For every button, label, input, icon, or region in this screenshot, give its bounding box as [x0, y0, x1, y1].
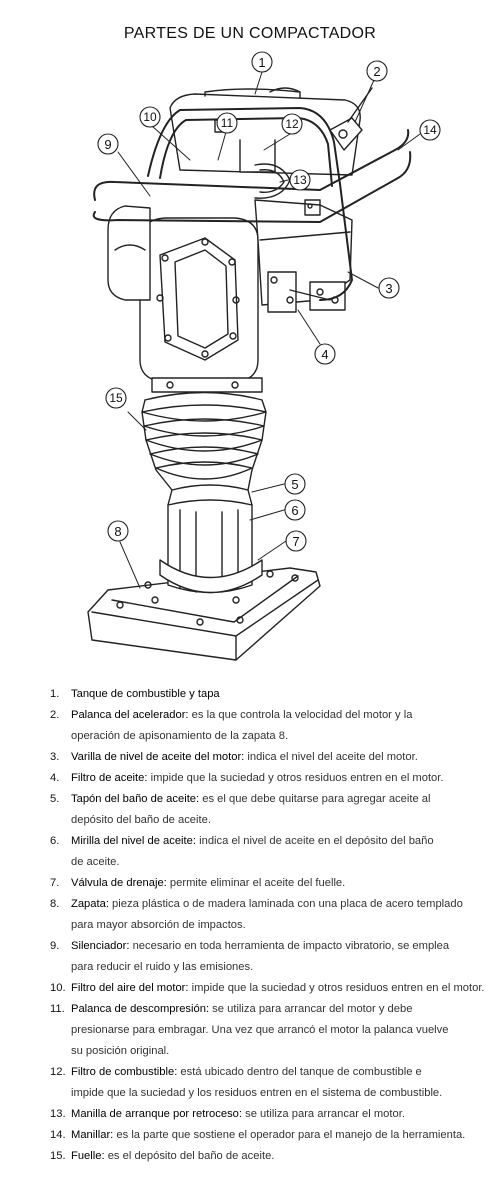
part-item-7: 7. Válvula de drenaje: permite eliminar el aceite del fuelle. — [50, 877, 346, 889]
callout-14 — [420, 120, 440, 140]
svg-text:13: 13 — [293, 173, 307, 187]
lower-leg — [160, 485, 262, 593]
engine-side — [255, 200, 352, 312]
svg-text:6: 6 — [291, 503, 299, 518]
part-item-6: 6. Mirilla del nivel de aceite: indica el nivel de aceite en el depósito del baño de aceite. — [50, 835, 434, 868]
svg-text:9: 9 — [104, 137, 112, 152]
svg-text:7: 7 — [292, 534, 300, 549]
part-item-13: 13. Manilla de arranque por retroceso: se utiliza para arrancar el motor. — [50, 1108, 405, 1120]
callout-2 — [367, 61, 387, 81]
callout-7 — [286, 531, 306, 551]
svg-text:4: 4 — [321, 347, 329, 362]
part-item-8: 8. Zapata: pieza plástica o de madera laminada con una placa de acero templado para mayor absorción de impactos. — [50, 898, 463, 931]
part-item-4: 4. Filtro de aceite: impide que la suciedad y otros residuos entren en el motor. — [50, 772, 444, 784]
page-title: PARTES DE UN COMPACTADOR — [123, 24, 377, 42]
compactor-diagram — [0, 40, 500, 680]
callout-13 — [290, 170, 310, 190]
part-item-3: 3. Varilla de nivel de aceite del motor: indica el nivel del aceite del motor. — [50, 751, 418, 763]
callout-11 — [217, 113, 237, 133]
part-item-15: 15. Fuelle: es el depósito del baño de aceite. — [50, 1150, 275, 1162]
part-item-1: 1. Tanque de combustible y tapa — [50, 688, 220, 700]
callout-12 — [282, 114, 302, 134]
callout-5 — [285, 474, 305, 494]
svg-text:11: 11 — [220, 116, 234, 130]
callout-8 — [108, 521, 128, 541]
svg-text:3: 3 — [385, 281, 393, 296]
part-item-2: 2. Palanca del acelerador: es la que controla la velocidad del motor y la operación de apisonamiento de la zapata 8. — [50, 709, 413, 742]
bellows — [142, 393, 266, 491]
callout-6 — [285, 500, 305, 520]
part-item-14: 14. Manillar: es la parte que sostiene el operador para el manejo de la herramienta. — [50, 1129, 466, 1141]
svg-text:15: 15 — [109, 391, 123, 405]
svg-text:8: 8 — [114, 524, 122, 539]
callout-9 — [98, 134, 118, 154]
part-item-5: 5. Tapón del baño de aceite: es el que debe quitarse para agregar aceite al depósito del baño de aceite. — [50, 793, 431, 826]
svg-text:5: 5 — [291, 477, 299, 492]
svg-text:14: 14 — [423, 123, 437, 137]
part-item-12: 12. Filtro de combustible: está ubicado dentro del tanque de combustible e impide que la suciedad y los residuos entren en el sistema de combustible. — [50, 1066, 443, 1099]
callout-4 — [315, 344, 335, 364]
callout-3 — [379, 278, 399, 298]
part-item-9: 9. Silenciador: necesario en toda herramienta de impacto vibratorio, se emplea para reducir el ruido y las emisiones. — [50, 940, 450, 973]
callout-10 — [140, 107, 160, 127]
callout-1 — [252, 52, 272, 72]
svg-text:10: 10 — [143, 110, 157, 124]
part-item-10: 10. Filtro del aire del motor: impide que la suciedad y otros residuos entren en el motor. — [50, 982, 485, 994]
crankcase — [140, 218, 262, 392]
callout-15 — [106, 388, 126, 408]
svg-text:1: 1 — [258, 55, 266, 70]
part-item-11: 11. Palanca de descompresión: se utiliza para arrancar del motor y debe presionarse para embragar. Una vez que arrancó el motor la palanca vuelve su posición original. — [50, 1003, 449, 1057]
svg-text:2: 2 — [373, 64, 381, 79]
parts-list — [50, 684, 490, 1167]
svg-text:12: 12 — [285, 117, 299, 131]
